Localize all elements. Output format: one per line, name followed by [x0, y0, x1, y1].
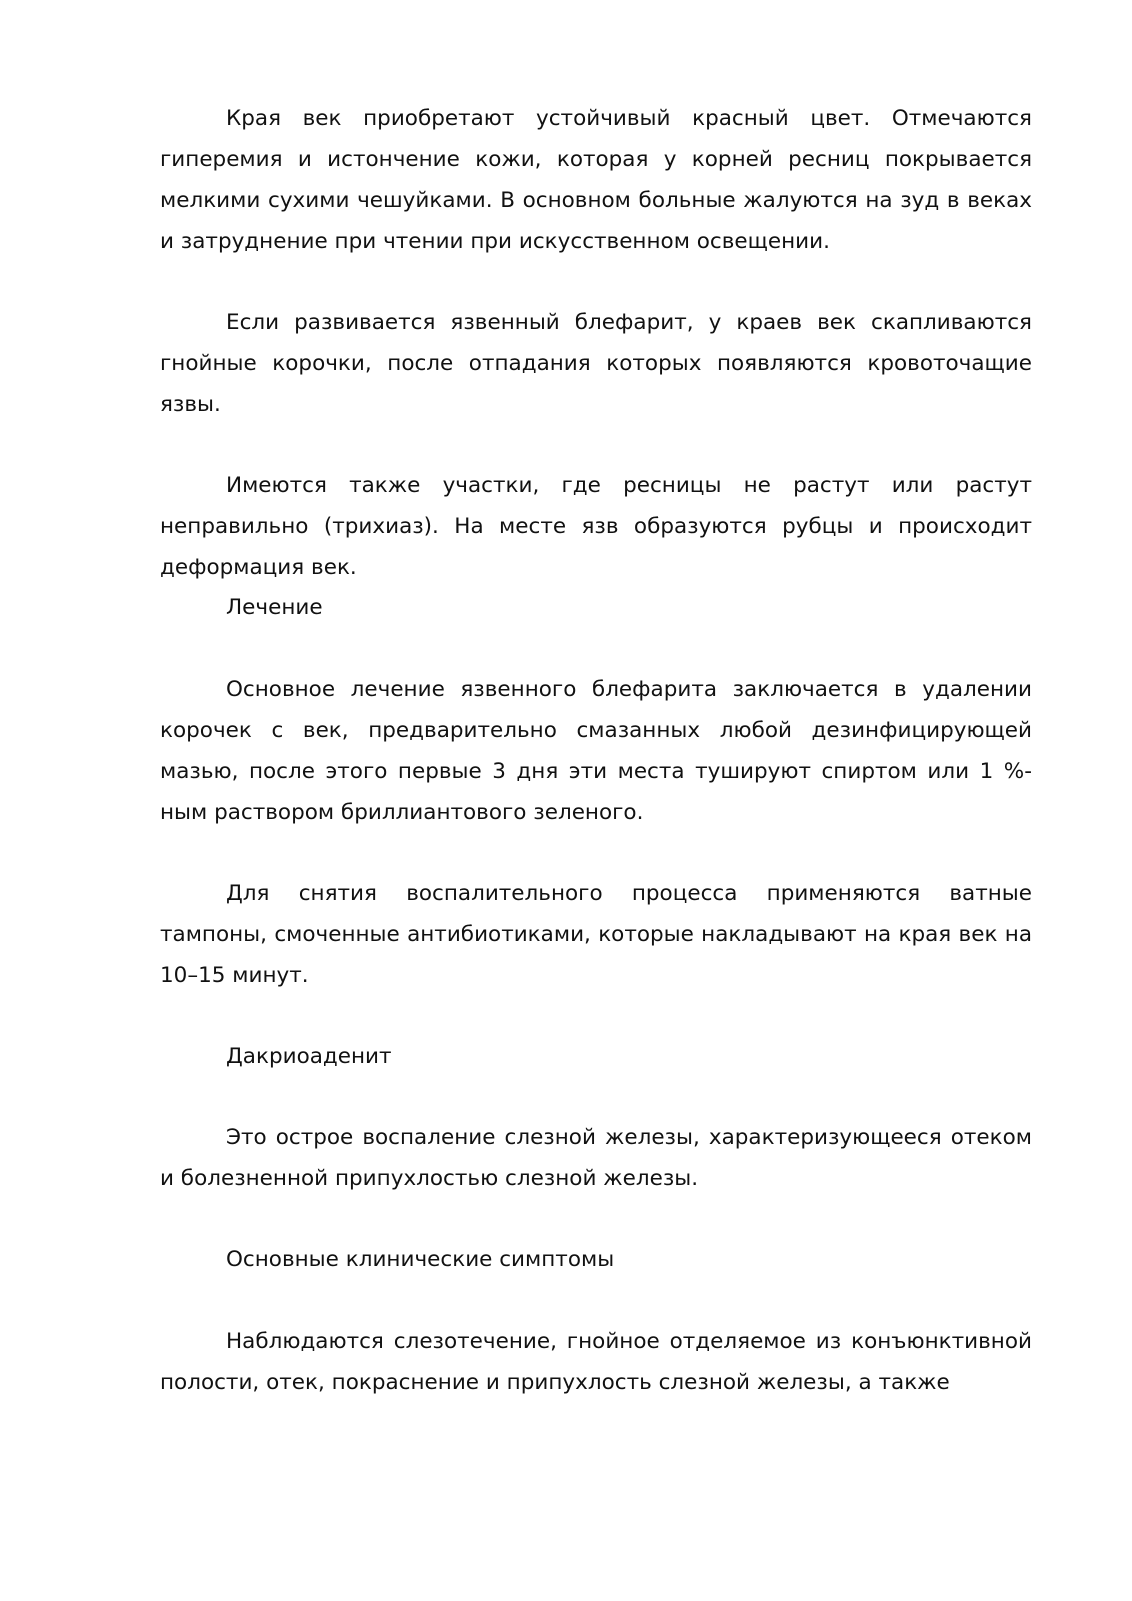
paragraph-eyelid-redness: Края век приобретают устойчивый красный цвет. Отмечаются гиперемия и истончение кожи, которая у корней ресниц покрывается мелкими сухими чешуйками. В основном больные жалуются на зуд в веках и затруднение при чтении при искусственном освещении. — [160, 106, 1032, 254]
paragraph-inflammation-relief: Для снятия воспалительного процесса применяются ватные тампоны, смоченные антибиотиками, которые накладывают на края век на 10–15 минут. — [160, 881, 1032, 988]
heading-dacryoadenitis: Дакриоаденит — [226, 1044, 392, 1069]
paragraph-symptoms: Наблюдаются слезотечение, гнойное отделяемое из конъюнктивной полости, отек, покраснение и припухлость слезной железы, а также — [160, 1329, 1032, 1395]
paragraph-dacryoadenitis-definition: Это острое воспаление слезной железы, характеризующееся отеком и болезненной припухлостью слезной железы. — [160, 1125, 1032, 1191]
paragraph-main-treatment: Основное лечение язвенного блефарита заключается в удалении корочек с век, предварительно смазанных любой дезинфицирующей мазью, после этого первые 3 дня эти места тушируют спиртом или 1 %-ным раствором бриллиантового зеленого. — [160, 677, 1032, 825]
paragraph-ulcerative-blepharitis: Если развивается язвенный блефарит, у краев век скапливаются гнойные корочки, после отпадания которых появляются кровоточащие язвы. — [160, 310, 1032, 417]
heading-treatment: Лечение — [226, 595, 323, 620]
heading-clinical-symptoms: Основные клинические симптомы — [226, 1247, 615, 1272]
paragraph-trichiasis: Имеются также участки, где ресницы не растут или растут неправильно (трихиаз). На месте язв образуются рубцы и происходит деформация век. — [160, 473, 1032, 580]
